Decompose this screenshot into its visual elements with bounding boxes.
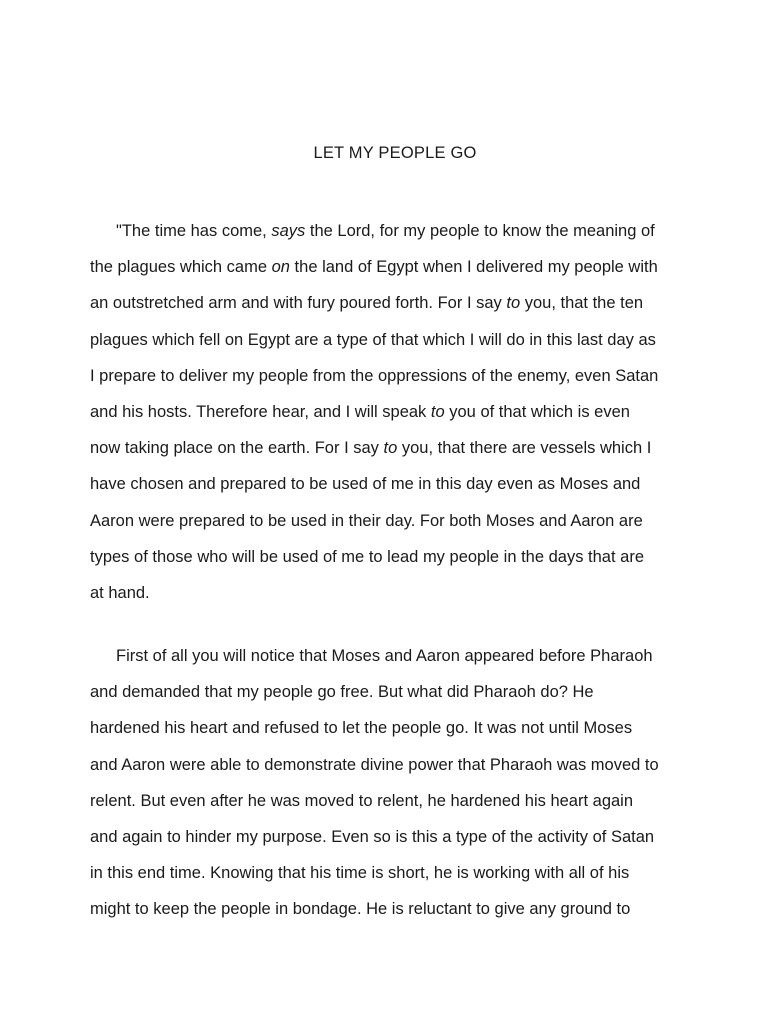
text-line — [90, 365, 658, 387]
line-text: the plagues which came — [90, 258, 272, 277]
text-line — [90, 826, 654, 848]
line-text: and Aaron were able to demonstrate divine power that Pharaoh was moved to — [90, 755, 659, 774]
emphasis-text: on — [271, 258, 290, 277]
text-line — [90, 329, 656, 351]
text-line — [90, 862, 629, 884]
text-line — [90, 292, 643, 314]
line-text: types of those who will be used of me to lead my people in the days that are — [90, 547, 644, 566]
text-line — [90, 401, 630, 423]
line-text: have chosen and prepared to be used of me in this day even as Moses and — [90, 475, 641, 494]
line-text: the Lord, for my people to know the meaning of — [305, 222, 655, 240]
text-line — [116, 645, 653, 667]
line-text: you, that there are vessels which I — [397, 439, 652, 458]
line-text: Aaron were prepared to be used in their day. For both Moses and Aaron are — [90, 511, 643, 530]
line-text: in this end time. Knowing that his time is short, he is working with all of his — [90, 864, 630, 883]
text-line — [90, 546, 644, 568]
text-line — [90, 754, 659, 776]
emphasis-text: to — [383, 439, 398, 458]
line-text: might to keep the people in bondage. He is reluctant to give any ground to — [90, 900, 631, 919]
page-title: LET MY PEOPLE GO — [313, 144, 477, 162]
text-line — [90, 790, 633, 812]
line-text: at hand. — [90, 584, 150, 602]
line-text: hardened his heart and refused to let the people go. It was not until Moses — [90, 719, 633, 738]
line-text: I prepare to deliver my people from the oppressions of the enemy, even Satan — [90, 366, 659, 385]
line-text: the land of Egypt when I delivered my people with — [289, 258, 658, 277]
text-line — [90, 510, 643, 532]
text-line — [90, 582, 150, 604]
line-text: and again to hinder my purpose. Even so is this a type of the activity of Satan — [90, 828, 655, 846]
text-line — [90, 717, 632, 739]
text-line — [90, 898, 630, 920]
emphasis-text: says — [271, 222, 306, 240]
text-line — [116, 220, 655, 242]
emphasis-text: to — [430, 403, 445, 421]
text-line — [90, 473, 640, 495]
line-text: plagues which fell on Egypt are a type of that which I will do in this last day as — [90, 330, 656, 349]
emphasis-text: to — [506, 294, 521, 313]
line-text: and his hosts. Therefore hear, and I will speak — [90, 403, 431, 421]
text-line — [90, 437, 651, 459]
text-line — [90, 256, 658, 278]
line-text: you, that the ten — [520, 294, 644, 313]
line-text: "The time has come, — [116, 222, 272, 240]
line-text: and demanded that my people go free. But what did Pharaoh do? He — [90, 683, 594, 702]
line-text: an outstretched arm and with fury poured forth. For I say — [90, 294, 507, 313]
line-text: you of that which is even — [444, 403, 630, 421]
text-line — [90, 681, 594, 703]
line-text: now taking place on the earth. For I say — [90, 439, 384, 458]
line-text: relent. But even after he was moved to relent, he hardened his heart again — [90, 791, 634, 810]
line-text: First of all you will notice that Moses and Aaron appeared before Pharaoh — [116, 647, 653, 665]
